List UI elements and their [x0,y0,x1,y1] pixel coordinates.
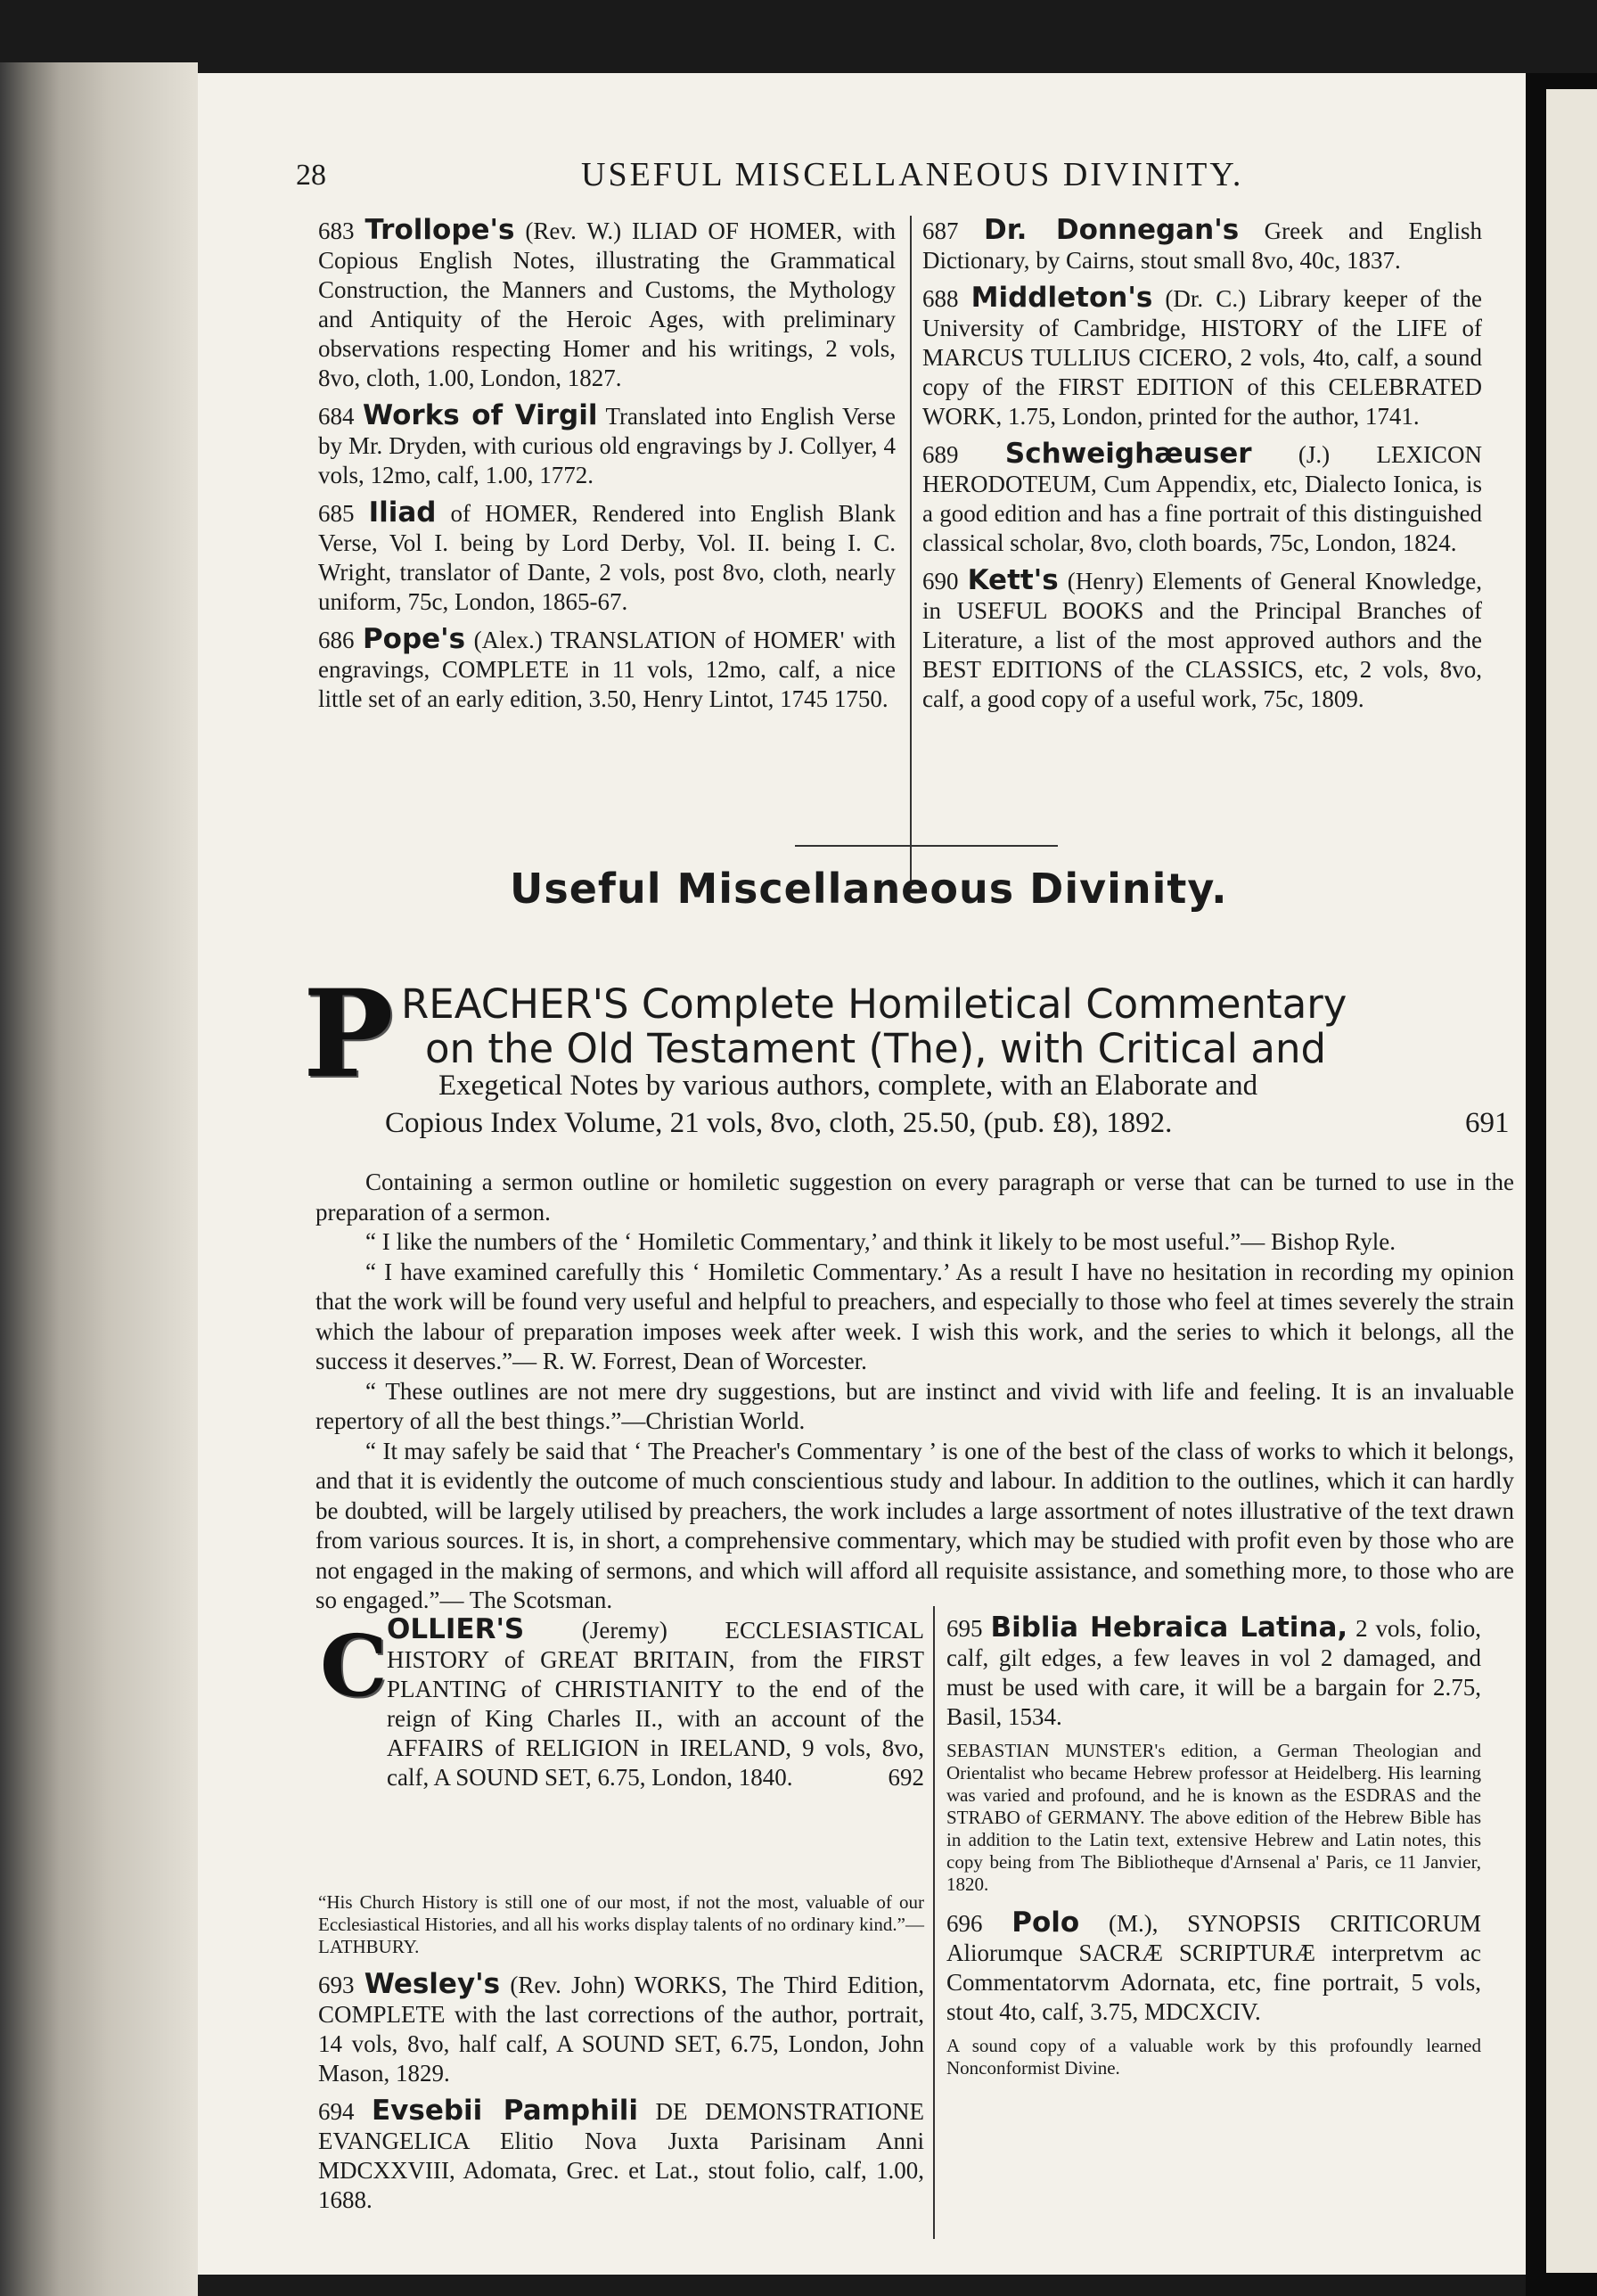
preacher-title-line-3: Exegetical Notes by various authors, complete, with an Elaborate and [438,1070,1258,1102]
book-page-edges [0,62,198,2296]
catalog-entry: 693 Wesley's (Rev. John) WORKS, The Third Edition, COMPLETE with the last corrections of the author, portrait, 14 vols, 8vo, half calf, A SOUND SET, 6.75, London, John Mason, 1829. [318,1968,924,2087]
column-divider [910,216,912,889]
catalog-entry: 683 Trollope's (Rev. W.) ILIAD OF HOMER, with Copious English Notes, illustrating the Grammatical Construction, the Manners and Customs, the Mythology and Antiquity of the Heroic Ages, with preliminary observations respecting Homer and his writings, 2 vols, 8vo, cloth, 1.00, London, 1827. [318,214,897,391]
page-number: 28 [296,159,326,192]
catalog-entry: 685 Iliad of HOMER, Rendered into English Blank Verse, Vol I. being by Lord Derby, Vol. II. being I. C. Wright, translator of Dante, 2 vols, post 8vo, cloth, nearly uniform, 75c, London, 1865-67. [318,496,897,615]
lower-left-entries [318,1970,924,2223]
catalog-entry: 696 Polo (M.), SYNOPSIS CRITICORUM Aliorumque SACRÆ SCRIPTURÆ interpretvm ac Commentatorvm Adornata, etc, fine portrait, 5 vols, stout 4to, calf, 3.75, MDCXCIV. [946,1906,1481,2025]
review-quote: “ I like the numbers of the ‘ Homiletic Commentary,’ and think it likely to be most useful.”— Bishop Ryle. [365,1228,1396,1255]
catalog-entry: 688 Middleton's (Dr. C.) Library keeper of the University of Cambridge, HISTORY of the LIFE of MARCUS TULLIUS CICERO, 2 vols, 4to, calf, a sound copy of the FIRST EDITION of this CELEBRATED WORK, 1.75, London, printed for the author, 1741. [922,282,1482,430]
catalog-entry: 686 Pope's (Alex.) TRANSLATION of HOMER' with engravings, COMPLETE in 11 vols, 12mo, calf, a nice little set of an early edition, 3.50, Henry Lintot, 1745 1750. [318,623,896,712]
lathbury-quote: “His Church History is still one of our most, if not the most, valuable of our Ecclesiastical Histories, and all his works display talents of no ordinary kind.”—LATHBURY. [318,1891,924,1957]
catalog-entry: 695 Biblia Hebraica Latina, 2 vols, folio, calf, gilt edges, a few leaves in vol 2 damaged, and must be used with care, it will be a bargain for 2.75, Basil, 1534. [946,1611,1481,1730]
catalog-entry: 689 Schweighæuser (J.) LEXICON HERODOTEUM, Cum Appendix, etc, Dialecto Ionica, is a good edition and has a fine portrait of this distinguished classical scholar, 8vo, cloth boards, 75c, London, 1824. [922,438,1482,556]
entry-number: 691 [1465,1107,1510,1139]
catalog-entry: 684 Works of Virgil Translated into English Verse by Mr. Dryden, with curious old engravings by J. Collyer, 4 vols, 12mo, calf, 1.00, 1772. [318,399,896,488]
review-quote: “ These outlines are not mere dry suggestions, but are instinct and vivid with life and feeling. It is an invaluable repertory of all the best things.”—Christian World. [315,1377,1514,1434]
preacher-title-line-1: REACHER'S Complete Homiletical Commentary [401,980,1347,1028]
top-right-column [922,216,1482,722]
section-rule [795,845,1058,847]
decorative-dropcap-c: C [320,1617,388,1716]
catalog-entry: 690 Kett's (Henry) Elements of General Knowledge, in USEFUL BOOKS and the Principal Branches of Literature, a list of the most approved authors and the BEST EDITIONS of the CLASSICS, etc, 2 vols, 8vo, calf, a good copy of a useful work, 75c, 1809. [922,564,1482,712]
catalog-note: A sound copy of a valuable work by this profoundly learned Nonconformist Divine. [946,2035,1481,2079]
decorative-dropcap-p: P [303,963,394,1104]
adjacent-page-edge [1546,89,1597,2273]
preacher-description [315,1168,1514,1616]
column-divider [933,1606,935,2239]
lower-left-column [389,1615,924,1800]
catalog-entry: OLLIER'S (Jeremy) ECCLESIASTICAL HISTORY of GREAT BRITAIN, from the FIRST PLANTING of CHRISTIANITY to the end of the reign of King Charles II., with an account of the AFFAIRS of RELIGION in IRELAND, 9 vols, 8vo, calf, A SOUND SET, 6.75, London, 1840. 692 [387,1613,924,1791]
catalog-note: SEBASTIAN MUNSTER's edition, a German Theologian and Orientalist who became Hebrew professor at Heidelberg. His learning was varied and profound, and he is known as the ESDRAS and the STRABO of GERMANY. The above edition of the Hebrew Bible has in addition to the Latin text, extensive Hebrew and Latin notes, this copy being from The Bibliotheque d'Arnsenal a' Paris, ce 11 Janvier, 1820. [946,1740,1481,1895]
lower-right-column [946,1613,1481,2087]
running-head: USEFUL MISCELLANEOUS DIVINITY. [581,156,1244,193]
catalog-page [198,73,1526,2275]
catalog-entry: 687 Dr. Donnegan's Greek and English Dictionary, by Cairns, stout small 8vo, 40c, 1837. [922,214,1483,274]
top-left-column [318,216,896,722]
preacher-title-line-4: Copious Index Volume, 21 vols, 8vo, cloth, 25.50, (pub. £8), 1892. [385,1107,1173,1139]
review-quote: “ I have examined carefully this ‘ Homiletic Commentary.’ As a result I have no hesitation in recording my opinion that the work will be found very useful and helpful to preachers, and especially to those who feel at times severely the strain which the labour of preparation imposes week after week. I wish this work, and the series to which it belongs, all the success it deserves.”— R. W. Forrest, Dean of Worcester. [315,1258,1514,1374]
catalog-entry: 694 Evsebii Pamphili DE DEMONSTRATIONE EVANGELICA Elitio Nova Juxta Parisinam Anni MDCXXVIII, Adomata, Grec. et Lat., stout folio, calf, 1.00, 1688. [318,2095,925,2213]
review-quote: “ It may safely be said that ‘ The Preacher's Commentary ’ is one of the best of the class of works to which it belongs, and that it is evidently the outcome of much conscientious study and labour. In addition to the outlines, which it can hardly be doubted, will be largely utilised by preachers, the work includes a large assortment of notes illustrative of the text drawn from various sources. It is, in short, a comprehensive commentary, which may be studied with profit even by those who are not engaged in the making of sermons, and which will afford all requisite assistance, and something more, to those who are so engaged.”— The Scotsman. [315,1437,1514,1613]
preacher-title-line-2: on the Old Testament (The), with Critical and [425,1025,1327,1072]
description-paragraph: Containing a sermon outline or homiletic suggestion on every paragraph or verse that can be turned to use in the preparation of a sermon. [315,1168,1514,1226]
section-title: Useful Miscellaneous Divinity. [510,865,1228,913]
